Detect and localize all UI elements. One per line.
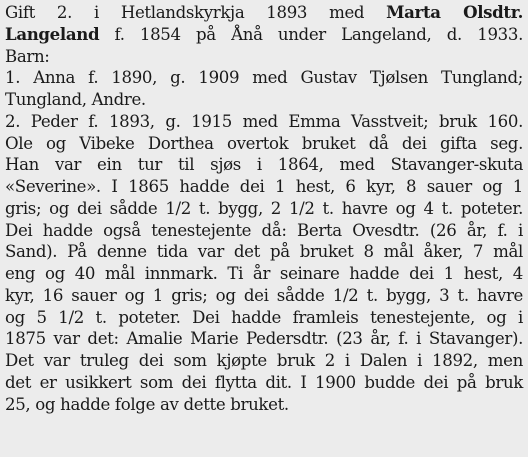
text-line xyxy=(5,285,523,307)
line-text: 25, og hadde folge av dette bruket. xyxy=(5,394,289,414)
text-line xyxy=(5,176,523,198)
text-line xyxy=(5,241,523,263)
line-text: Tungland, Andre. xyxy=(5,90,146,109)
line-text: kyr, 16 sauer og 1 gris; og dei sådde 1/2 t. bygg, 3 t. havre xyxy=(5,285,523,305)
line-text: 2. Peder f. 1893, g. 1915 med Emma Vasstveit; bruk 160. xyxy=(5,111,523,131)
text-line xyxy=(5,372,523,394)
text-line xyxy=(5,220,523,242)
line-text: Ole og Vibeke Dorthea overtok bruket då dei gifta seg. xyxy=(5,133,523,153)
text-line xyxy=(5,394,523,416)
text-line xyxy=(5,133,523,155)
line-text: og 5 1/2 t. poteter. Dei hadde framleis tenestejente, og i xyxy=(5,307,523,327)
text-line xyxy=(5,67,523,89)
text-line xyxy=(5,2,523,24)
line-text: 1875 var det: Amalie Marie Pedersdtr. (23 år, f. i Stavanger). xyxy=(5,329,523,349)
text-line xyxy=(5,198,523,220)
line-text: Gift 2. i Hetlandskyrkja 1893 med xyxy=(5,3,387,22)
text-line xyxy=(5,154,523,176)
line-text: f. 1854 på Ånå under Langeland, d. 1933. xyxy=(99,24,523,44)
line-text: Dei hadde også tenestejente då: Berta Ovesdtr. (26 år, f. i xyxy=(5,220,523,240)
line-text: «Severine». I 1865 hadde dei 1 hest, 6 kyr, 8 sauer og 1 xyxy=(5,177,523,196)
line-text: eng og 40 mål innmark. Ti år seinare hadde dei 1 hest, 4 xyxy=(5,264,523,283)
text-line xyxy=(5,89,523,111)
text-line xyxy=(5,111,523,133)
bold-name: Langeland xyxy=(5,23,100,44)
text-line xyxy=(5,24,523,46)
line-text: Barn: xyxy=(5,46,50,66)
line-text: Det var truleg dei som kjøpte bruk 2 i Dalen i 1892, men xyxy=(5,351,523,370)
line-text: gris; og dei sådde 1/2 t. bygg, 2 1/2 t. havre og 4 t. poteter. xyxy=(5,198,523,218)
text-line xyxy=(5,46,523,68)
bold-name: Marta Olsdtr. xyxy=(386,2,523,22)
line-text: Han var ein tur til sjøs i 1864, med Stavanger-skuta xyxy=(5,155,523,175)
line-text: det er usikkert som dei flytta dit. I 1900 budde dei på bruk xyxy=(5,372,523,392)
line-text: Sand). På denne tida var det på bruket 8 mål åker, 7 mål xyxy=(5,242,523,262)
text-line xyxy=(5,350,523,372)
text-line xyxy=(5,328,523,350)
text-line xyxy=(5,307,523,329)
document-text xyxy=(5,2,523,415)
line-text: 1. Anna f. 1890, g. 1909 med Gustav Tjølsen Tungland; xyxy=(5,68,523,88)
text-line xyxy=(5,263,523,285)
